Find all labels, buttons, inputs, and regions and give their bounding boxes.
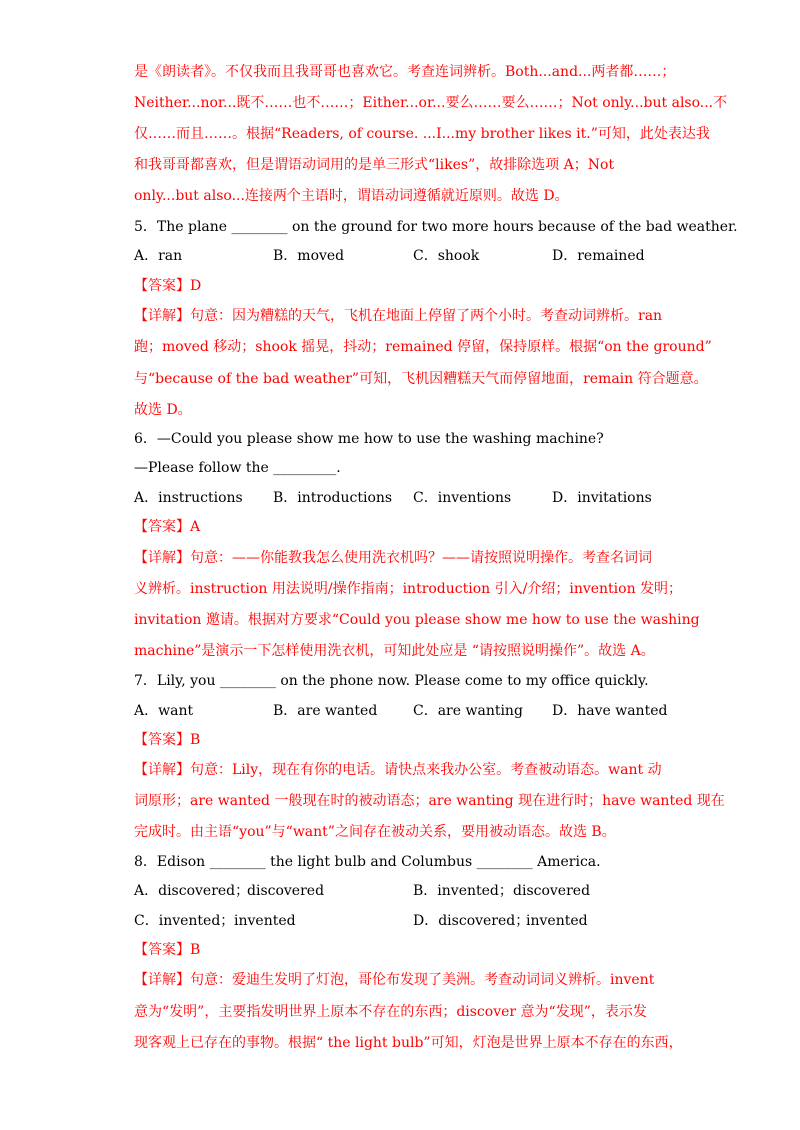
question-6-answer: 【答案】A xyxy=(134,519,201,535)
question-5-explanation-line: 跑；moved 移动；shook 摇晃，抖动；remained 停留，保持原样。根据“on the ground” xyxy=(134,339,712,355)
explanation-line: only...but also...连接两个主语时，谓语动词遵循就近原则。故选 D。 xyxy=(134,188,569,204)
question-7-option-c: C．are wanting xyxy=(413,703,523,719)
question-8-option-d xyxy=(413,912,588,930)
question-8-explanation-line: 意为“发明”，主要指发明世界上原本不存在的东西；discover 意为“发现”，表示发 xyxy=(134,1004,647,1020)
question-6-explanation-line: invitation 邀请。根据对方要求“Could you please show me how to use the washing xyxy=(134,612,700,628)
question-7-option-b: B．are wanted xyxy=(273,703,378,719)
option-letter: A．discovered； xyxy=(134,883,250,899)
question-8-option-b xyxy=(413,882,591,900)
question-6-option-a: A．instructions xyxy=(134,490,243,506)
explanation-line: 仅……而且……。根据“Readers, of course. ...I...my brother likes it.”可知，此处表达我 xyxy=(134,126,710,142)
option-word: discovered xyxy=(247,883,325,899)
question-5-explanation-line: 故选 D。 xyxy=(134,402,192,418)
question-6-option-b: B．introductions xyxy=(273,490,393,506)
question-5-option-c: C．shook xyxy=(413,248,480,264)
question-6-stem: 6．—Could you please show me how to use the washing machine? xyxy=(134,431,604,447)
explanation-line: Neither...nor...既不……也不……；Either...or...要么……要么……；Not only...but also...不 xyxy=(134,95,728,111)
question-7-option-d: D．have wanted xyxy=(552,703,668,719)
question-8-option-a xyxy=(134,882,325,900)
question-5-option-d: D．remained xyxy=(552,248,645,264)
question-7-explanation-line: 完成时。由主语“you”与“want”之间存在被动关系，要用被动语态。故选 B。 xyxy=(134,824,616,840)
explanation-line: 是《朗读者》。不仅我而且我哥哥也喜欢它。考查连词辨析。Both...and...两者都……； xyxy=(134,64,676,80)
question-7-explanation-line: 【详解】句意：Lily，现在有你的电话。请快点来我办公室。考查被动语态。want 动 xyxy=(134,762,662,778)
question-8-option-c xyxy=(134,912,296,930)
question-8-stem: 8．Edison ________ the light bulb and Columbus ________ America. xyxy=(134,854,601,870)
question-6-option-d: D．invitations xyxy=(552,490,652,506)
question-5-explanation-line: 与“because of the bad weather”可知，飞机因糟糕天气而停留地面，remain 符合题意。 xyxy=(134,371,708,387)
question-7-answer: 【答案】B xyxy=(134,732,201,748)
question-6-stem: —Please follow the _________. xyxy=(134,460,341,476)
explanation-line: 和我哥哥都喜欢，但是谓语动词用的是单三形式“likes”，故排除选项 A；Not xyxy=(134,157,615,173)
question-6-explanation-line: machine”是演示一下怎样使用洗衣机，可知此处应是 “请按照说明操作”。故选 A。 xyxy=(134,643,655,659)
option-word: discovered xyxy=(513,883,591,899)
question-8-explanation-line: 现客观上已存在的事物。根据“ the light bulb”可知，灯泡是世界上原本不存在的东西， xyxy=(134,1035,683,1051)
question-5-option-b: B．moved xyxy=(273,248,345,264)
option-letter: D．discovered； xyxy=(413,913,530,929)
question-6-option-c: C．inventions xyxy=(413,490,512,506)
question-7-option-a: A．want xyxy=(134,703,194,719)
question-7-stem: 7．Lily, you ________ on the phone now. Please come to my office quickly. xyxy=(134,673,649,689)
question-6-explanation-line: 【详解】句意：——你能教我怎么使用洗衣机吗？——请按照说明操作。考查名词词 xyxy=(134,550,652,566)
option-letter: B．invented； xyxy=(413,883,513,899)
question-7-explanation-line: 词原形；are wanted 一般现在时的被动语态；are wanting 现在进行时；have wanted 现在 xyxy=(134,793,725,809)
question-5-explanation-line: 【详解】句意：因为糟糕的天气，飞机在地面上停留了两个小时。考查动词辨析。ran xyxy=(134,308,663,324)
question-8-explanation-line: 【详解】句意：爱迪生发明了灯泡，哥伦布发现了美洲。考查动词词义辨析。invent xyxy=(134,972,655,988)
question-6-explanation-line: 义辨析。instruction 用法说明/操作指南；introduction 引入/介绍；invention 发明； xyxy=(134,581,683,597)
question-5-option-a: A．ran xyxy=(134,248,183,264)
option-word: invented xyxy=(526,913,588,929)
option-word: invented xyxy=(234,913,296,929)
question-5-stem: 5．The plane ________ on the ground for two more hours because of the bad weather. xyxy=(134,219,738,235)
question-8-answer: 【答案】B xyxy=(134,942,201,958)
question-5-answer: 【答案】D xyxy=(134,278,202,294)
option-letter: C．invented； xyxy=(134,913,235,929)
